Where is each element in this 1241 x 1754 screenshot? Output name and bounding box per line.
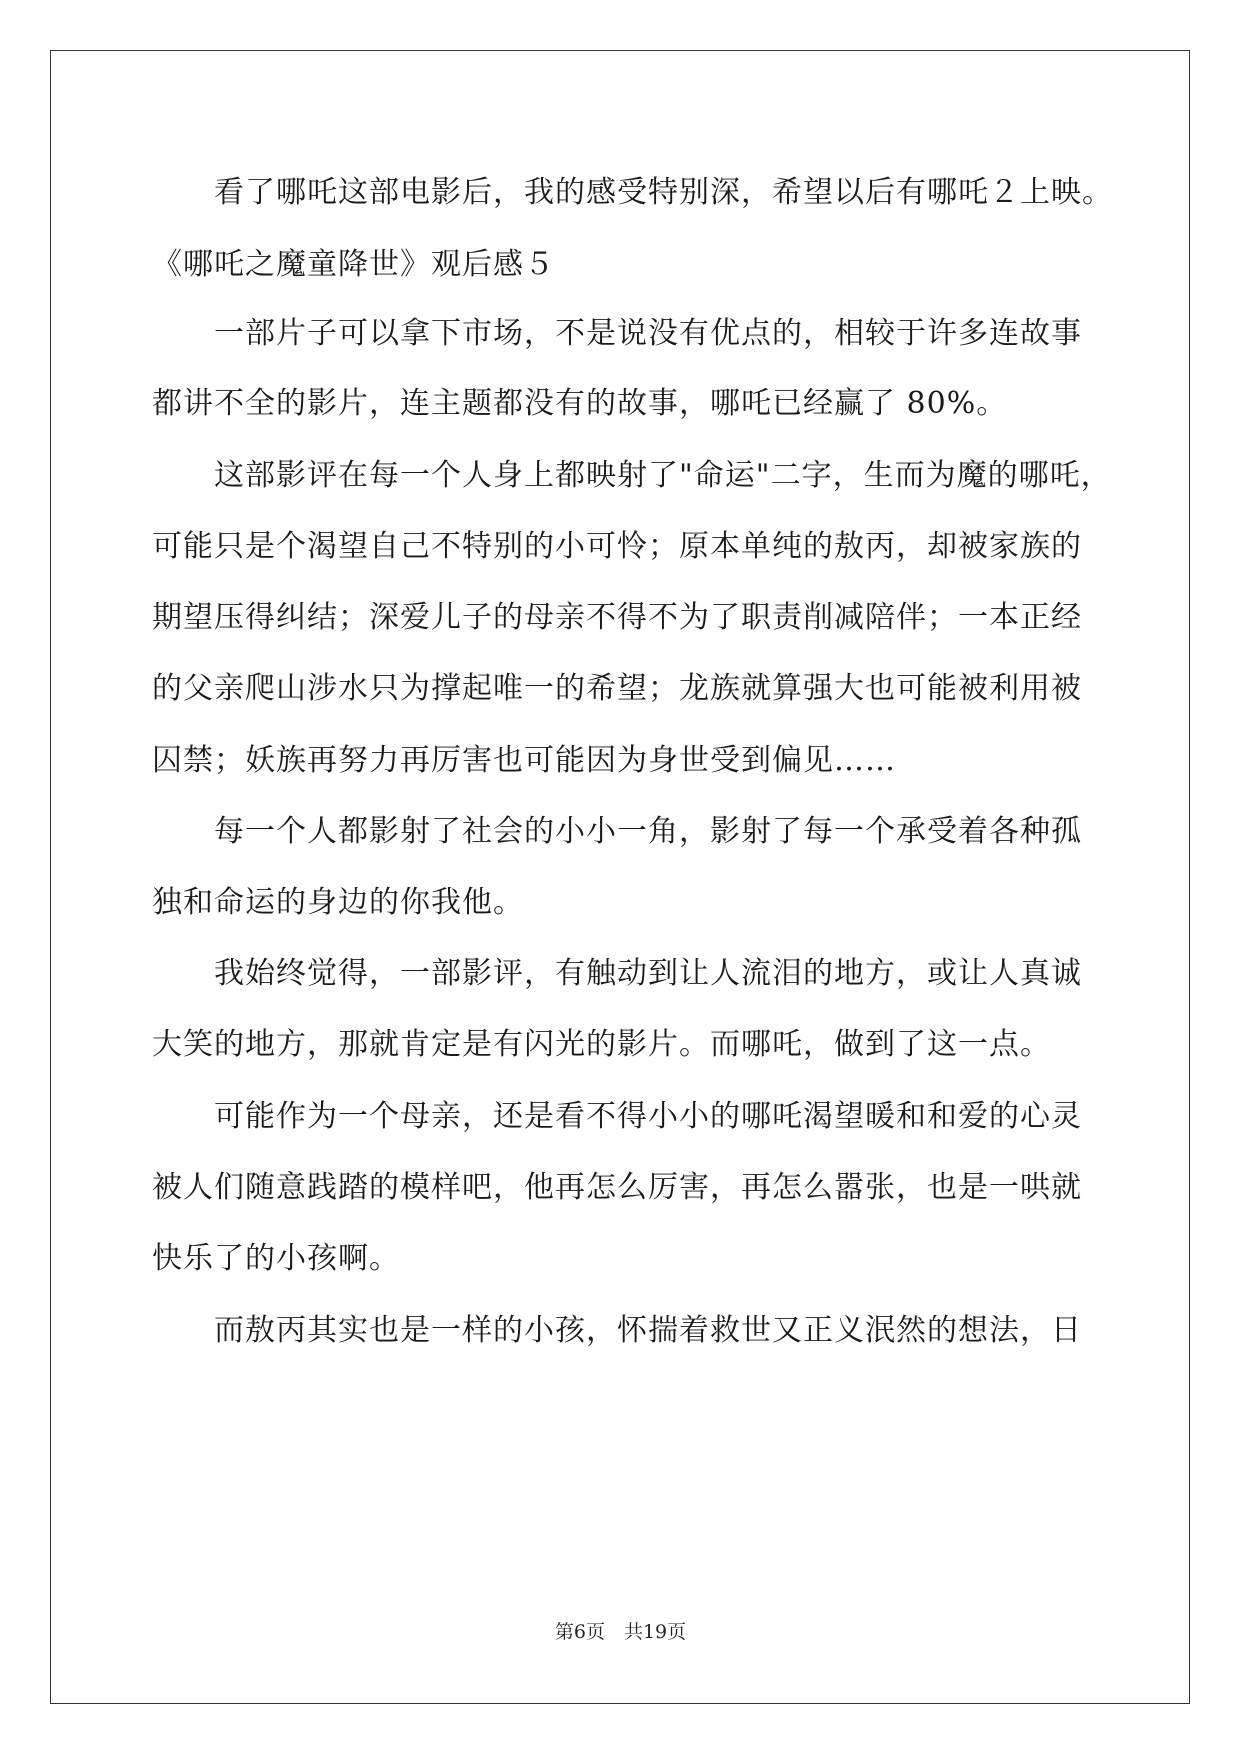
- text-line: 囚禁；妖族再努力再厉害也可能因为身世受到偏见……: [152, 743, 896, 778]
- text-line: 快乐了的小孩啊。: [152, 1241, 400, 1276]
- text-line: 每一个人都影射了社会的小小一角，影射了每一个承受着各种孤: [214, 814, 1082, 849]
- text-line: 可能只是个渴望自己不特别的小可怜；原本单纯的敖丙，却被家族的: [152, 529, 1082, 564]
- text-line: 都讲不全的影片，连主题都没有的故事，哪吒已经赢了 80%。: [152, 386, 1008, 421]
- text-line: 的父亲爬山涉水只为撑起唯一的希望；龙族就算强大也可能被利用被: [152, 671, 1082, 706]
- text-line: 可能作为一个母亲，还是看不得小小的哪吒渴望暖和和爱的心灵: [214, 1099, 1082, 1134]
- section-title: 《哪吒之魔童降世》观后感５: [152, 247, 555, 282]
- text-line: 独和命运的身边的你我他。: [152, 885, 524, 920]
- page-number-footer: 第6页 共19页: [554, 1621, 687, 1643]
- text-line: 而敖丙其实也是一样的小孩，怀揣着救世又正义泯然的想法，日: [214, 1313, 1082, 1348]
- text-line: 大笑的地方，那就肯定是有闪光的影片。而哪吒，做到了这一点。: [152, 1027, 1051, 1062]
- text-line: 这部影评在每一个人身上都映射了"命运"二字，生而为魔的哪吒，: [214, 458, 1112, 493]
- page-border: [50, 50, 1190, 1704]
- text-line: 期望压得纠结；深爱儿子的母亲不得不为了职责削减陪伴；一本正经: [152, 600, 1082, 635]
- text-line: 看了哪吒这部电影后，我的感受特别深，希望以后有哪吒２上映。: [214, 175, 1113, 210]
- text-line: 一部片子可以拿下市场，不是说没有优点的，相较于许多连故事: [214, 316, 1082, 351]
- text-line: 被人们随意践踏的模样吧，他再怎么厉害，再怎么嚣张，也是一哄就: [152, 1170, 1082, 1205]
- text-line: 我始终觉得，一部影评，有触动到让人流泪的地方，或让人真诚: [214, 956, 1082, 991]
